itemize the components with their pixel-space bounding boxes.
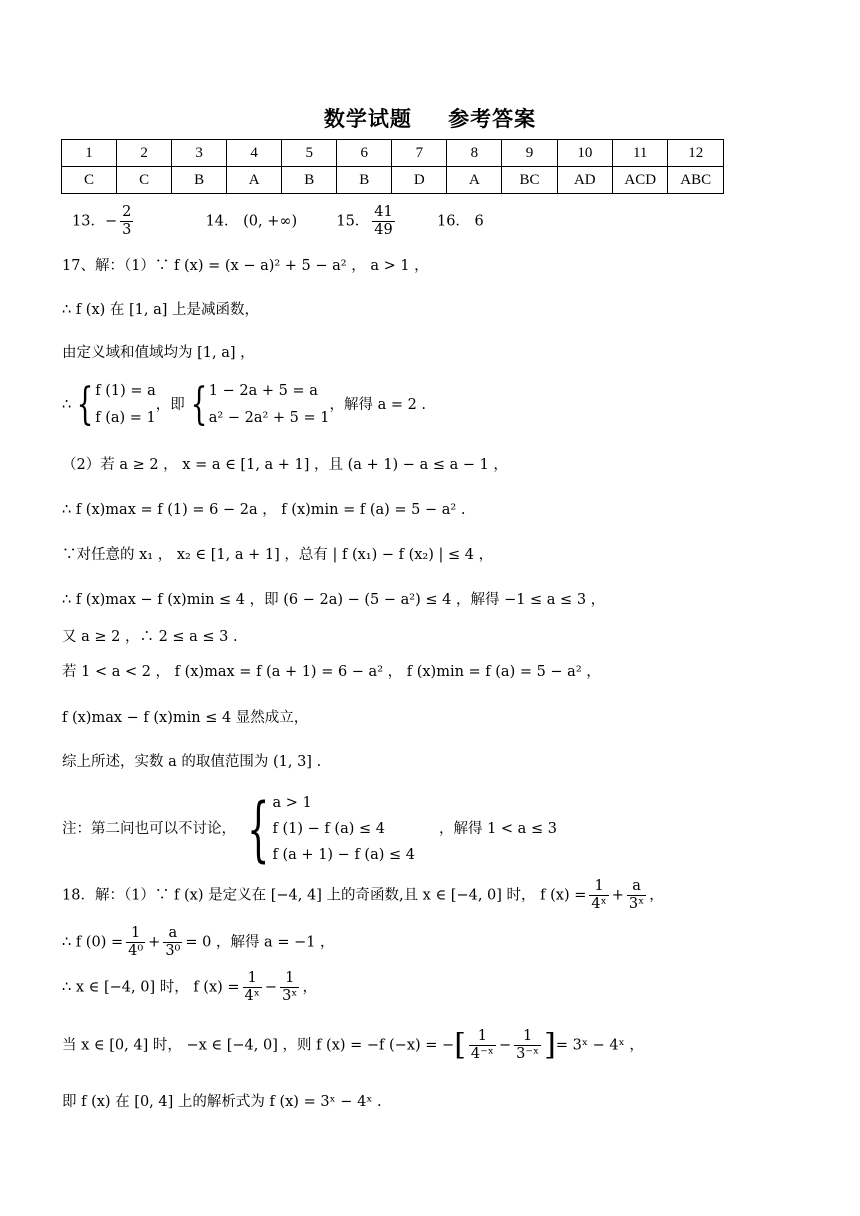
answer-cell: ACD [612, 167, 668, 194]
q17-line-1: 17、解：（1）∵ f (x) = (x − a)² + 5 − a² ， a > 1 ， [62, 258, 429, 274]
answer-table-answer-row [62, 167, 724, 194]
q16-label: 16． [436, 213, 470, 230]
q18-line-1: 18．解：（1）∵ f (x) 是定义在 [−4, 4] 上的奇函数,且 x ∈ [−4, 0] 时， f (x) = $\frac{1}{\text{4ˣ}}$ + $\frac{a}{\text{3ˣ}}$ ， [62, 878, 664, 912]
fill-in-answers [72, 204, 484, 239]
q18-line-2: ∴ f (0) = $\frac{1}{\text{4⁰}}$ + $\frac{a}{\text{3⁰}}$ = 0 ，解得 a = −1 ， [62, 925, 335, 959]
q17-line-8: ∴ f (x)max − f (x)min ≤ 4 ，即 (6 − 2a) − (5 − a²) ≤ 4 ，解得 −1 ≤ a ≤ 3 ， [62, 592, 606, 608]
answer-cell: B [172, 167, 227, 194]
q13-label: 13． [72, 213, 105, 230]
title-answers: 参考答案 [448, 106, 537, 131]
q17-line-7: ∵对任意的 x₁ ， x₂ ∈ [1, a + 1] ，总有 | f (x₁) − f (x₂) | ≤ 4 ， [62, 547, 494, 563]
q17-line-6: ∴ f (x)max = f (1) = 6 − 2a ， f (x)min = f (a) = 5 − a² . [62, 502, 466, 518]
q17-line-3: 由定义域和值域均为 [1, a] ， [62, 345, 255, 361]
q17-note: 注：第二问也可以不讨论， { a > 1 f (1) − f (a) ≤ 4 f (a + 1) − f (a) ≤ 4 ，解得 1 < a ≤ 3 [62, 788, 557, 870]
answer-cell: C [117, 167, 172, 194]
answer-cell: C [62, 167, 117, 194]
answer-cell: A [227, 167, 282, 194]
question-number-cell: 2 [117, 140, 172, 167]
q15-label: 15． [336, 213, 370, 230]
q16-value: 6 [474, 213, 484, 230]
q17-line-10: 若 1 < a < 2 ， f (x)max = f (a + 1) = 6 − a² ， f (x)min = f (a) = 5 − a² ， [62, 664, 601, 680]
q13-sign: − [104, 213, 118, 230]
answer-cell: A [447, 167, 502, 194]
question-number-cell: 12 [668, 140, 724, 167]
q17-line-2: ∴ f (x) 在 [1, a] 上是减函数， [62, 302, 260, 318]
q17-line-9: 又 a ≥ 2 ，∴ 2 ≤ a ≤ 3 . [62, 629, 238, 645]
answer-cell: AD [557, 167, 612, 194]
answer-table [61, 139, 724, 194]
q17-line-12: 综上所述，实数 a 的取值范围为 (1, 3] . [62, 754, 322, 770]
q14-label: 14． [205, 213, 239, 230]
answer-cell: BC [502, 167, 557, 194]
q17-system-1: f (1) = a f (a) = 1 [95, 383, 156, 426]
question-number-cell: 1 [62, 140, 117, 167]
q14-value: (0, +∞) [243, 213, 298, 230]
question-number-cell: 3 [172, 140, 227, 167]
question-number-cell: 11 [612, 140, 668, 167]
answer-cell: B [337, 167, 392, 194]
question-number-cell: 9 [502, 140, 557, 167]
question-number-cell: 6 [337, 140, 392, 167]
q15-fraction: $\frac{41}{49}$ [374, 204, 393, 238]
question-number-cell: 8 [447, 140, 502, 167]
answer-cell: ABC [668, 167, 724, 194]
q17-line-11: f (x)max − f (x)min ≤ 4 显然成立， [62, 710, 309, 726]
q17-note-system: a > 1 f (1) − f (a) ≤ 4 f (a + 1) − f (a) ≤ 4 [272, 795, 415, 863]
answer-table-number-row [62, 140, 724, 167]
q18-line-3: ∴ x ∈ [−4, 0] 时， f (x) = $\frac{1}{\text{4ˣ}}$ − $\frac{1}{\text{3ˣ}}$ ， [62, 970, 317, 1004]
q18-line-4: 当 x ∈ [0, 4] 时， −x ∈ [−4, 0] ，则 f (x) = −f (−x) = −[ $\frac{1}{\text{4⁻ˣ}}$ − $\frac{1}{\text{3⁻ˣ}}$ ]= 3ˣ − 4ˣ ， [62, 1027, 644, 1063]
q18-line-5: 即 f (x) 在 [0, 4] 上的解析式为 f (x) = 3ˣ − 4ˣ . [62, 1094, 382, 1110]
question-number-cell: 7 [392, 140, 447, 167]
q17-system-2: 1 − 2a + 5 = a a² − 2a² + 5 = 1 [208, 383, 330, 426]
question-number-cell: 5 [282, 140, 337, 167]
question-number-cell: 10 [557, 140, 612, 167]
page-title [0, 103, 860, 133]
title-subject: 数学试题 [323, 106, 412, 131]
question-number-cell: 4 [227, 140, 282, 167]
answer-cell: B [282, 167, 337, 194]
answer-cell: D [392, 167, 447, 194]
q13-fraction: $\frac{2}{3}$ [122, 204, 132, 238]
q17-line-5: （2）若 a ≥ 2 ， x = a ∈ [1, a + 1] ，且 (a + 1) − a ≤ a − 1 ， [62, 457, 508, 473]
q17-line-4: ∴ { f (1) = a f (a) = 1 ，即 { 1 − 2a + 5 = a a² − 2a² + 5 = 1 ，解得 a = 2 . [62, 379, 427, 430]
